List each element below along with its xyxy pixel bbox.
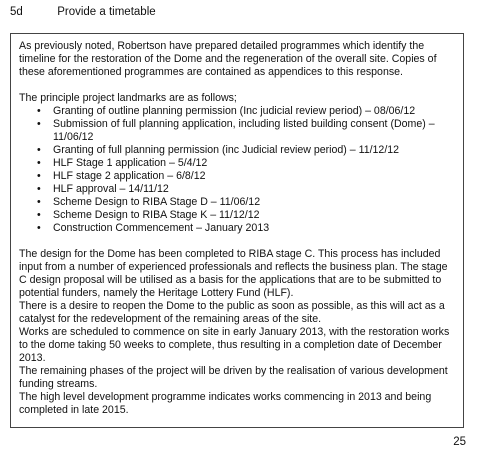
intro-paragraph: As previously noted, Robertson have prepared detailed programmes which identify the timeline for the restoration of the Dome and the regeneration of the overall site. Copies of these aforementioned programmes are contained as appendices to this response. <box>19 40 437 78</box>
list-item: • Scheme Design to RIBA Stage D – 11/06/12 <box>53 196 455 209</box>
design-paragraph: The design for the Dome has been completed to RIBA stage C. This process has included input from a number of experienced professionals and reflects the business plan. The stage C design proposal will be utilised as a basis for the applications that are to be submitted to potential funders, namely the Heritage Lottery Fund (HLF). <box>19 248 448 299</box>
list-item: • HLF Stage 1 application – 5/4/12 <box>53 157 455 170</box>
section-number: 5d <box>10 6 23 18</box>
landmarks-intro: The principle project landmarks are as follows; <box>19 92 237 104</box>
list-item: • Construction Commencement – January 2013 <box>53 222 455 235</box>
list-item: • Scheme Design to RIBA Stage K – 11/12/12 <box>53 209 455 222</box>
section-title: Provide a timetable <box>57 6 156 18</box>
phases-paragraph: The remaining phases of the project will be driven by the realisation of various development funding streams. <box>19 365 448 390</box>
landmarks-list <box>19 105 455 235</box>
section-heading <box>10 6 156 18</box>
page-number: 25 <box>453 436 466 448</box>
response-box <box>10 33 464 428</box>
list-item: • Granting of outline planning permission (Inc judicial review period) – 08/06/12 <box>53 105 455 118</box>
list-item: • Granting of full planning permission (inc Judicial review period) – 11/12/12 <box>53 144 455 157</box>
list-item: • HLF stage 2 application – 6/8/12 <box>53 170 455 183</box>
list-item: • Submission of full planning application, including listed building consent (Dome) – 11/06/12 <box>53 118 455 144</box>
reopen-paragraph: There is a desire to reopen the Dome to the public as soon as possible, as this will act as a catalyst for the redevelopment of the remaining areas of the site. <box>19 300 445 325</box>
list-item: • HLF approval – 14/11/12 <box>53 183 455 196</box>
works-paragraph: Works are scheduled to commence on site in early January 2013, with the restoration works to the dome taking 50 weeks to complete, thus resulting in a completion date of December 2013. <box>19 326 450 364</box>
programme-paragraph: The high level development programme indicates works commencing in 2013 and being completed in late 2015. <box>19 391 432 416</box>
